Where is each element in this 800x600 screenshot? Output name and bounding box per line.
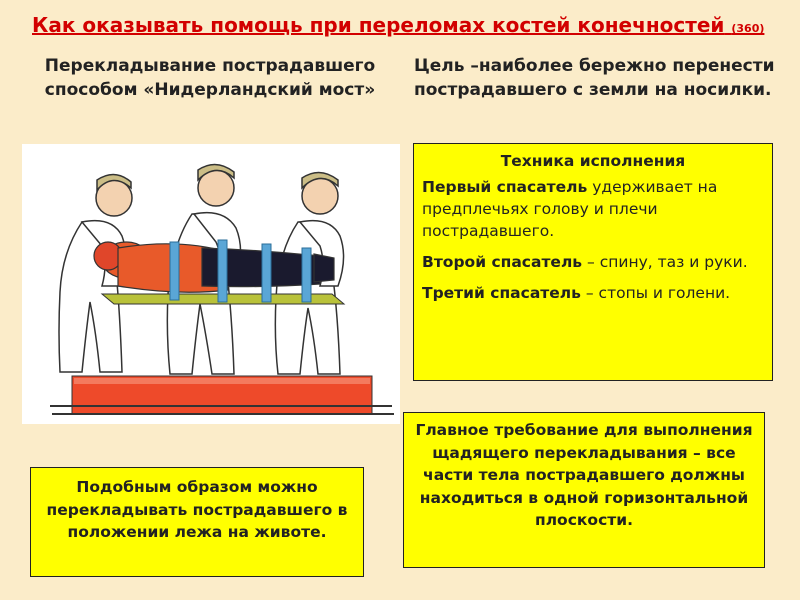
page-title	[32, 13, 792, 37]
stretcher	[50, 376, 394, 414]
rescue-illustration	[22, 144, 400, 424]
step-2-what: – спину, таз и руки.	[582, 253, 748, 271]
technique-box	[413, 143, 773, 381]
technique-step-3	[422, 282, 764, 304]
method-subtitle: Перекладывание пострадавшего способом «Нидерландский мост»	[44, 56, 376, 100]
page-ref: (360)	[731, 22, 765, 35]
rescuers-transfer-picture	[22, 144, 400, 424]
step-3-who: Третий спасатель	[422, 284, 581, 302]
step-3-what: – стопы и голени.	[580, 284, 731, 302]
technique-step-1	[422, 176, 764, 242]
technique-step-2	[422, 251, 764, 273]
goal-text: Цель –наиболее бережно перенести пострадавшего с земли на носилки.	[414, 56, 775, 100]
similar-method-box: Подобным образом можно перекладывать пострадавшего в положении лежа на животе.	[30, 467, 364, 577]
step-1-what: удерживает на предплечьях голову и плечи пострадавшего.	[422, 178, 718, 240]
step-2-who: Второй спасатель	[422, 253, 583, 271]
requirement-box: Главное требование для выполнения щадящего перекладывания – все части тела пострадавшего должны находиться в одной горизонтальной плоскости.	[403, 412, 765, 568]
technique-heading: Техника исполнения	[500, 152, 686, 170]
page-title-text: Как оказывать помощь при переломах костей конечностей	[32, 13, 725, 37]
step-1-who: Первый спасатель	[422, 178, 588, 196]
